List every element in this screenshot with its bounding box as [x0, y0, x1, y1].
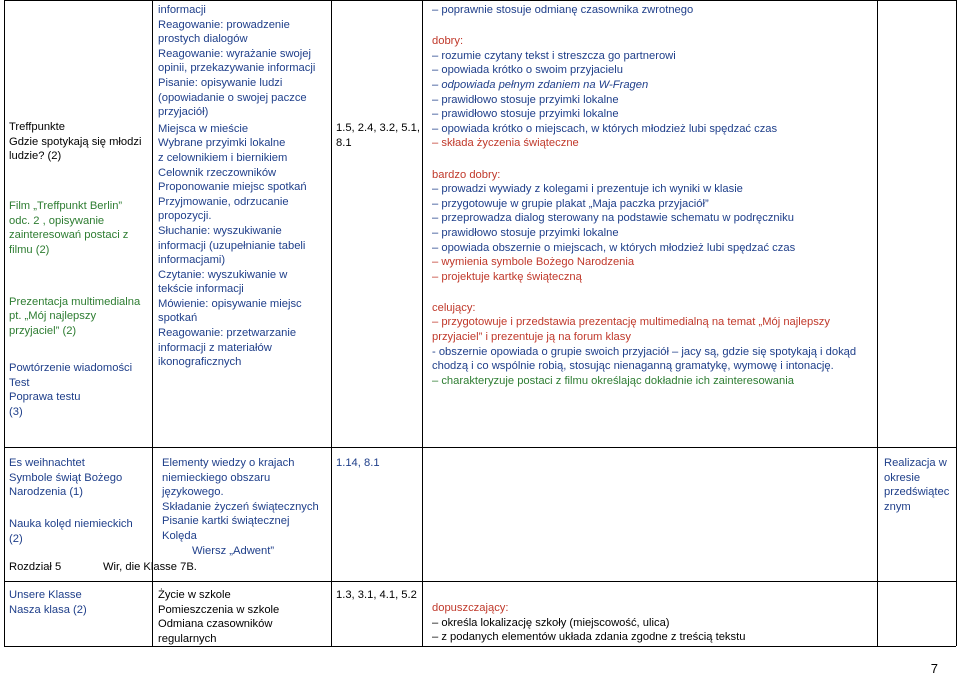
r1-grade-item: – opowiada obszernie o miejscach, w których młodzież lubi spędzać czas	[432, 241, 877, 256]
r3-grades-cell	[432, 601, 877, 645]
r1-topic-line: filmu (2)	[9, 243, 50, 256]
r1-topic-line: Film „Treffpunkt Berlin”	[9, 199, 123, 212]
table-left-border	[4, 0, 5, 646]
grade-heading-dobry: dobry:	[432, 35, 464, 48]
r2-content-line: niemieckiego obszaru	[162, 471, 271, 484]
r1-content-line: Reagowanie: wyrażanie swojej	[158, 47, 311, 60]
r2-content-line: językowego.	[162, 486, 224, 499]
chapter-label: Rozdział 5	[9, 561, 62, 573]
r2-content-line: Pisanie kartki świątecznej	[162, 515, 290, 528]
r3-requirements-codes	[336, 588, 420, 603]
r1-content-cell	[158, 3, 330, 370]
r1-content-line: Słuchanie: wyszukiwanie	[158, 224, 282, 237]
table-bottom-border	[4, 646, 956, 647]
chapter-heading	[9, 560, 329, 575]
r1-content-line: spotkań	[158, 312, 198, 325]
r1-grade-item: – poprawnie stosuje odmianę czasownika zwrotnego	[432, 3, 877, 18]
r1-grade-item: – składa życzenia świąteczne	[432, 136, 877, 151]
r1-topic-presentation	[9, 295, 150, 339]
r1-grade-item: – rozumie czytany tekst i streszcza go partnerowi	[432, 49, 877, 64]
r2-topic-line: Es weihnachtet	[9, 457, 85, 469]
r1-grade-item: – przeprowadza dialog sterowany na podstawie schematu w podręczniku	[432, 211, 877, 226]
table-top-border	[4, 0, 956, 1]
r1-grade-item: – prawidłowo stosuje przyimki lokalne	[432, 93, 877, 108]
r2-topic-line: Narodzenia (1)	[9, 486, 83, 499]
grade-heading-celujacy: celujący:	[432, 301, 476, 314]
r2-notes-cell	[884, 456, 956, 514]
r1-content-line: Mówienie: opisywanie miejsc	[158, 297, 302, 310]
r1-content-line: Wybrane przyimki lokalne	[158, 137, 286, 150]
column-divider-2	[331, 0, 332, 646]
r2-topic-line: (2)	[9, 532, 23, 545]
r1-grade-item: przyjaciel” i prezentuje ją na forum klasy	[432, 331, 631, 344]
column-divider-3	[422, 0, 423, 646]
r1-content-line: Przyjmowanie, odrzucanie	[158, 195, 289, 208]
r2-note-line: przedświątec	[884, 486, 950, 499]
r1-topic-line: Test	[9, 376, 30, 389]
r3-grade-item: – określa lokalizację szkoły (miejscowość, ulica)	[432, 616, 877, 631]
r1-content-line: informacji	[158, 4, 206, 16]
r2-note-line: Realizacja w	[884, 457, 947, 469]
r2-content-line: Kolęda	[162, 529, 197, 542]
r2-code-line: 1.14, 8.1	[336, 457, 380, 469]
r1-grade-item: – przygotowuje i przedstawia prezentację multimedialną na temat „Mój najlepszy	[432, 316, 830, 329]
r1-content-line: ikonograficznych	[158, 356, 242, 369]
r1-grade-item: – prawidłowo stosuje przyimki lokalne	[432, 226, 877, 241]
r3-topic-line: Nasza klasa (2)	[9, 603, 87, 616]
r1-topic-line: odc. 2 , opisywanie	[9, 214, 105, 227]
r1-content-line: Reagowanie: przetwarzanie	[158, 327, 297, 340]
r2-topics-cell	[9, 456, 150, 547]
r1-content-line: prostych dialogów	[158, 33, 248, 46]
r1-grade-item: – przygotowuje w grupie plakat „Maja paczka przyjaciół”	[432, 197, 877, 212]
row-divider-2	[4, 581, 956, 582]
r1-grade-item: – prowadzi wywiady z kolegami i prezentuje ich wyniki w klasie	[432, 182, 877, 197]
column-divider-1	[152, 0, 153, 646]
r1-content-line: opinii, przekazywanie informacji	[158, 62, 316, 75]
r1-code-line: 1.5, 2.4, 3.2, 5.1,	[336, 122, 420, 134]
r3-content-line: regularnych	[158, 632, 217, 645]
r2-topic-line: Nauka kolęd niemieckich	[9, 518, 133, 531]
r1-topic-film	[9, 199, 150, 257]
r1-grade-item: – opowiada krótko o swoim przyjacielu	[432, 63, 877, 78]
r1-grade-item: chodzą i co wspólnie robią, stosując nienaganną gramatykę, wymowę i intonację.	[432, 360, 834, 373]
r2-content-line: Wiersz „Adwent”	[192, 544, 275, 557]
r2-note-line: okresie	[884, 471, 921, 484]
r1-topic-review	[9, 361, 150, 419]
r1-topics-cell	[9, 120, 150, 419]
r1-topic-line: Gdzie spotykają się młodzi	[9, 135, 142, 148]
grade-heading-dopuszczajacy: dopuszczający:	[432, 602, 509, 614]
r1-topic-line: Powtórzenie wiadomości	[9, 361, 133, 374]
r1-grade-item: – odpowiada pełnym zdaniem na W-Fragen	[432, 78, 877, 93]
r3-topics-cell	[9, 588, 150, 617]
r2-content-line: Składanie życzeń świątecznych	[162, 500, 319, 513]
r2-note-line: znym	[884, 500, 911, 513]
r2-topic-line: Symbole świąt Bożego	[9, 471, 123, 484]
r3-grade-item: – z podanych elementów układa zdania zgodne z treścią tekstu	[432, 630, 877, 645]
r2-requirements-codes	[336, 456, 420, 471]
r1-topic-line: Prezentacja multimedialna	[9, 295, 141, 308]
column-divider-4	[877, 0, 878, 646]
r1-topic-line: Treffpunkte	[9, 121, 65, 133]
r1-content-line: tekście informacji	[158, 283, 244, 296]
r3-code-line: 1.3, 3.1, 4.1, 5.2	[336, 589, 417, 601]
r1-content-line: Celownik rzeczowników	[158, 166, 277, 179]
r1-grade-item: – projektuje kartkę świąteczną	[432, 270, 877, 285]
table-right-border	[956, 0, 957, 646]
r1-grade-item: – opowiada krótko o miejscach, w których młodzież lubi spędzać czas	[432, 122, 877, 137]
r1-content-line: przyjaciół)	[158, 106, 209, 119]
r2-content-line: Elementy wiedzy o krajach	[162, 457, 295, 469]
r1-topic-line: ludzie? (2)	[9, 150, 62, 163]
r1-grade-item: - obszernie opowiada o grupie swoich przyjaciół – jacy są, gdzie się spotykają i dokąd	[432, 345, 857, 358]
r1-content-line: informacjami)	[158, 254, 226, 267]
r1-content-line: propozycji.	[158, 210, 212, 223]
r1-content-line: Proponowanie miejsc spotkań	[158, 181, 307, 194]
r3-content-line: Pomieszczenia w szkole	[158, 603, 280, 616]
page-number: 7	[930, 661, 938, 676]
r1-content-line: Reagowanie: prowadzenie	[158, 18, 290, 31]
r1-grades-cell	[432, 3, 877, 388]
r1-topic-line: (3)	[9, 405, 23, 418]
r1-grade-item: – wymienia symbole Bożego Narodzenia	[432, 255, 877, 270]
r3-content-cell	[158, 588, 330, 646]
r1-content-line: Pisanie: opisywanie ludzi	[158, 76, 283, 89]
chapter-title: Wir, die Klasse 7B.	[103, 561, 197, 573]
r1-topic-line: Poprawa testu	[9, 391, 81, 404]
r1-content-line: Czytanie: wyszukiwanie w	[158, 268, 288, 281]
r1-content-line: (opowiadanie o swojej paczce	[158, 91, 307, 104]
r1-topic-line: zainteresowań postaci z	[9, 229, 129, 242]
r3-content-line: Odmiana czasowników	[158, 618, 273, 631]
r3-topic-line: Unsere Klasse	[9, 589, 82, 601]
r1-content-line: z celownikiem i biernikiem	[158, 151, 288, 164]
r3-content-line: Życie w szkole	[158, 589, 231, 601]
r1-topic-line: przyjaciel” (2)	[9, 324, 77, 337]
row-divider-1	[4, 447, 956, 448]
r1-grade-item: – prawidłowo stosuje przyimki lokalne	[432, 107, 877, 122]
r1-code-line: 8.1	[336, 136, 352, 149]
r1-content-line: informacji (uzupełnianie tabeli	[158, 239, 306, 252]
r1-topic-line: pt. „Mój najlepszy	[9, 310, 97, 323]
r1-topic-treffpunkte	[9, 120, 150, 164]
r1-requirements-codes	[336, 121, 420, 150]
r1-grade-item: – charakteryzuje postaci z filmu określając dokładnie ich zainteresowania	[432, 374, 794, 387]
r1-content-line: Miejsca w mieście	[158, 122, 249, 135]
r1-content-line: informacji z materiałów	[158, 341, 272, 354]
r2-content-cell	[162, 456, 330, 558]
grade-heading-bardzo-dobry: bardzo dobry:	[432, 168, 501, 181]
